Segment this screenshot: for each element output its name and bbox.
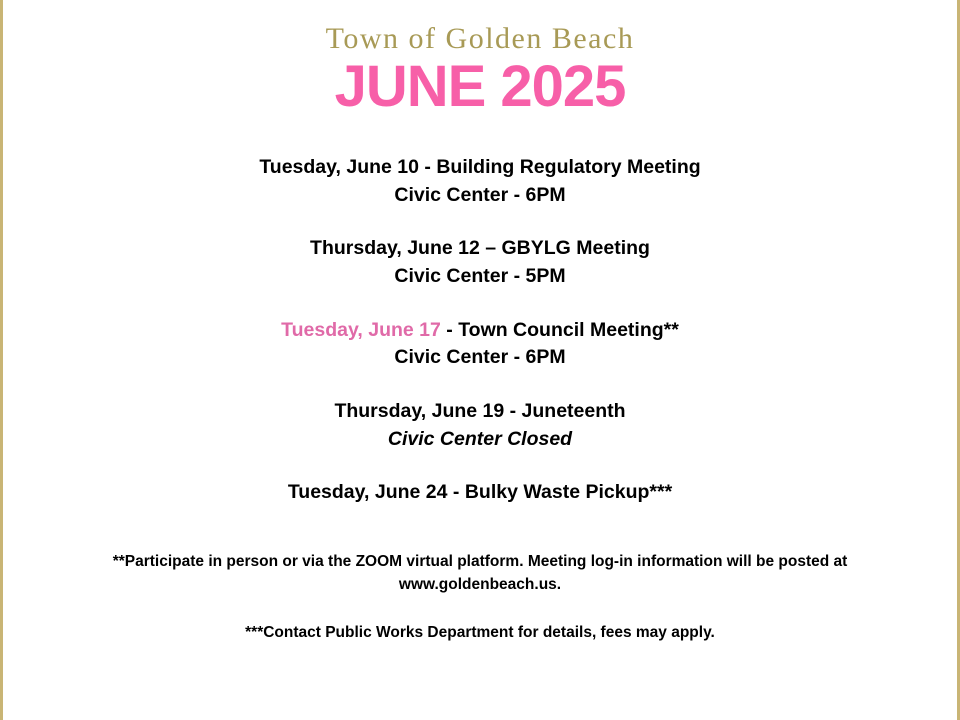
event-item (3, 317, 957, 372)
event-date: Tuesday, June 17 (281, 318, 441, 341)
footnote-zoom: **Participate in person or via the ZOOM virtual platform. Meeting log-in information will be posted at www.goldenbeach.us. (112, 553, 848, 593)
event-item (3, 479, 957, 507)
event-date: Tuesday, June 24 (287, 481, 448, 504)
event-date: Thursday, June 19 (334, 400, 505, 423)
event-title (3, 317, 957, 345)
event-title (3, 479, 957, 507)
event-name: - Juneteenth (504, 400, 626, 423)
event-item (3, 398, 957, 453)
footnote-public-works: ***Contact Public Works Department for details, fees may apply. (245, 624, 715, 642)
event-title (3, 235, 957, 263)
event-name: - Building Regulatory Meeting (419, 155, 701, 178)
event-date: Tuesday, June 10 (259, 155, 419, 178)
footnotes (3, 551, 957, 644)
event-item (3, 235, 957, 290)
event-title (3, 398, 957, 426)
town-name: Town of Golden Beach (325, 22, 635, 55)
event-detail: Civic Center Closed (387, 427, 573, 450)
event-detail: Civic Center - 6PM (394, 346, 566, 369)
event-title (3, 154, 957, 182)
month-year-title: JUNE 2025 (334, 54, 626, 119)
event-item (3, 154, 957, 209)
flyer-header (3, 0, 957, 118)
event-detail: Civic Center - 5PM (394, 264, 566, 287)
event-name: - Town Council Meeting** (440, 318, 679, 341)
event-name: – GBYLG Meeting (479, 237, 650, 260)
event-detail: Civic Center - 6PM (394, 183, 566, 206)
event-name: - Bulky Waste Pickup*** (447, 481, 673, 504)
events-list (3, 154, 957, 507)
event-date: Thursday, June 12 (310, 237, 480, 260)
